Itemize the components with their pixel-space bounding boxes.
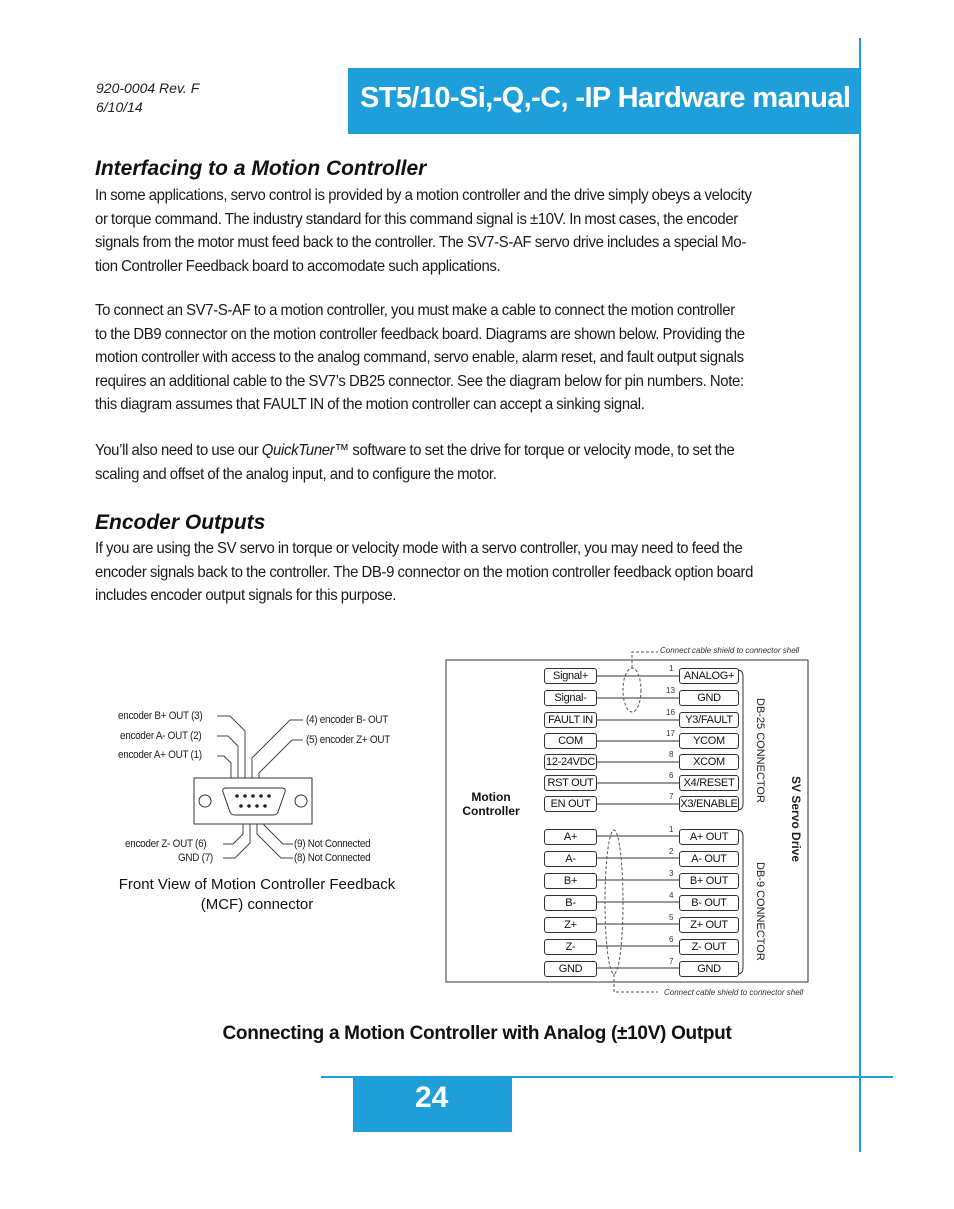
paragraph-line: [95, 439, 783, 463]
mcf-caption: [90, 875, 424, 915]
pin-label-gnd: GND (7): [178, 852, 213, 864]
paragraph-quicktuner: [95, 439, 783, 486]
paragraph-line: In some applications, servo control is provided by a motion controller and the drive simply obeys a velocity: [95, 187, 752, 204]
pin-label-b-minus: (4) encoder B- OUT: [306, 714, 389, 726]
pin-label-z-plus: (5) encoder Z+ OUT: [306, 734, 390, 746]
controller-pin-12-24vdc: 12-24VDC: [544, 754, 597, 770]
pin-number: 1: [669, 664, 674, 673]
db9-connector-drawing: [100, 700, 430, 880]
drive-pin-xcom: XCOM: [679, 754, 739, 770]
controller-pin-a-plus: A+: [544, 829, 597, 845]
drive-pin-z-minus-out: Z- OUT: [679, 939, 739, 955]
paragraph-line: If you are using the SV servo in torque or velocity mode with a servo controller, you may need to feed the: [95, 540, 743, 557]
controller-pin-b-minus: B-: [544, 895, 597, 911]
controller-pin-a-minus: A-: [544, 851, 597, 867]
pin-number: 7: [669, 792, 674, 801]
page-number: 24: [415, 1081, 449, 1114]
paragraph-line: scaling and offset of the analog input, and to configure the motor.: [95, 465, 497, 483]
pin-number: 6: [669, 935, 674, 944]
paragraph-line: requires an additional cable to the SV7’s DB25 connector. See the diagram below for pin numbers. Note:: [95, 372, 744, 390]
section-heading-encoder-outputs: Encoder Outputs: [95, 511, 266, 534]
controller-pin-signal-minus: Signal-: [544, 690, 597, 706]
controller-pin-z-minus: Z-: [544, 939, 597, 955]
paragraph-line: motion controller with access to the analog command, servo enable, alarm reset, and fault output signals: [95, 349, 744, 366]
caption-line: (MCF) connector: [200, 896, 314, 913]
paragraph-connection: [95, 299, 783, 417]
cable-shield: [623, 668, 641, 712]
pin-label-a-minus: encoder A- OUT (2): [120, 730, 202, 742]
pin-number: 3: [669, 869, 674, 878]
sv-servo-drive-label: SV Servo Drive: [789, 776, 803, 863]
drive-pin-y3-fault: Y3/FAULT: [679, 712, 739, 728]
label-line: Motion: [471, 790, 511, 804]
drive-pin-a-minus-out: A- OUT: [679, 851, 739, 867]
pin-label-z-minus: encoder Z- OUT (6): [125, 838, 207, 850]
controller-pin-rst-out: RST OUT: [544, 775, 597, 791]
paragraph-line: To connect an SV7-S-AF to a motion controller, you must make a cable to connect the motion controller: [95, 302, 735, 319]
drive-pin-b-minus-out: B- OUT: [679, 895, 739, 911]
pin-number: 13: [666, 686, 675, 695]
text-run: You’ll also need to use our: [95, 442, 262, 459]
db25-connector-label: DB-25 CONNECTOR: [754, 698, 766, 803]
doc-number: 920-0004 Rev. F: [96, 80, 200, 96]
drive-pin-a-plus-out: A+ OUT: [679, 829, 739, 845]
paragraph-encoder: [95, 537, 783, 608]
pin-number: 16: [666, 708, 675, 717]
controller-pin-b-plus: B+: [544, 873, 597, 889]
paragraph-line: includes encoder output signals for this purpose.: [95, 587, 397, 604]
paragraph-line: to the DB9 connector on the motion controller feedback board. Diagrams are shown below. Providing the: [95, 325, 745, 343]
drive-pin-b-plus-out: B+ OUT: [679, 873, 739, 889]
doc-date: 6/10/14: [96, 99, 143, 115]
pin-label-a-plus: encoder A+ OUT (1): [118, 749, 202, 761]
controller-pin-en-out: EN OUT: [544, 796, 597, 812]
document-revision: [96, 79, 199, 117]
label-line: Controller: [462, 804, 520, 818]
page-number-box: [353, 1077, 512, 1132]
pin-label-nc-9: (9) Not Connected: [294, 838, 371, 850]
pin-number: 2: [669, 847, 674, 856]
motion-controller-label: [454, 790, 528, 818]
controller-pin-com: COM: [544, 733, 597, 749]
shield-leader: [614, 974, 658, 992]
pin-number: 8: [669, 750, 674, 759]
controller-pin-fault-in: FAULT IN: [544, 712, 597, 728]
paragraph-intro: [95, 184, 783, 278]
pin-number: 4: [669, 891, 674, 900]
drive-pin-z-plus-out: Z+ OUT: [679, 917, 739, 933]
caption-line: Front View of Motion Controller Feedback: [118, 876, 396, 893]
drive-pin-analog-plus: ANALOG+: [679, 668, 739, 684]
db9-connector-label: DB-9 CONNECTOR: [754, 862, 766, 961]
pin-number: 7: [669, 957, 674, 966]
controller-pin-z-plus: Z+: [544, 917, 597, 933]
paragraph-line: signals from the motor must feed back to the controller. The SV7-S-AF servo drive includes a special Mo-: [95, 234, 746, 251]
quicktuner-name: QuickTuner™: [261, 442, 349, 459]
pin-number: 1: [669, 825, 674, 834]
drive-pin-x3-enable: X3/ENABLE: [680, 798, 738, 810]
right-border-line: [859, 38, 861, 1152]
paragraph-line: this diagram assumes that FAULT IN of the motion controller can accept a sinking signal.: [95, 396, 645, 413]
drive-pin-x4-reset: X4/RESET: [679, 775, 739, 791]
pin-label-b-plus: encoder B+ OUT (3): [118, 710, 203, 722]
pin-label-nc-8: (8) Not Connected: [294, 852, 371, 864]
paragraph-line: or torque command. The industry standard for this command signal is ±10V. In most cases, the encoder: [95, 210, 738, 228]
figure-caption: Connecting a Motion Controller with Analog (±10V) Output: [222, 1023, 732, 1044]
drive-pin-gnd: GND: [679, 690, 739, 706]
drive-pin-gnd-9: GND: [679, 961, 739, 977]
text-run: software to set the drive for torque or velocity mode, to set the: [348, 442, 735, 459]
drive-pin-ycom: YCOM: [679, 733, 739, 749]
shield-note-top: Connect cable shield to connector shell: [660, 646, 800, 655]
page-title: ST5/10-Si,-Q,-C, -IP Hardware manual: [360, 82, 851, 114]
title-banner: [348, 68, 860, 134]
pin-number: 5: [669, 913, 674, 922]
pin-number: 17: [666, 729, 675, 738]
controller-pin-gnd: GND: [544, 961, 597, 977]
section-heading-motion-controller: Interfacing to a Motion Controller: [95, 157, 427, 180]
paragraph-line: encoder signals back to the controller. The DB-9 connector on the motion controller feedback option board: [95, 563, 754, 581]
shield-note-bottom: Connect cable shield to connector shell: [664, 988, 804, 997]
paragraph-line: tion Controller Feedback board to accomodate such applications.: [95, 257, 501, 275]
controller-pin-signal-plus: Signal+: [544, 668, 597, 684]
pin-number: 6: [669, 771, 674, 780]
